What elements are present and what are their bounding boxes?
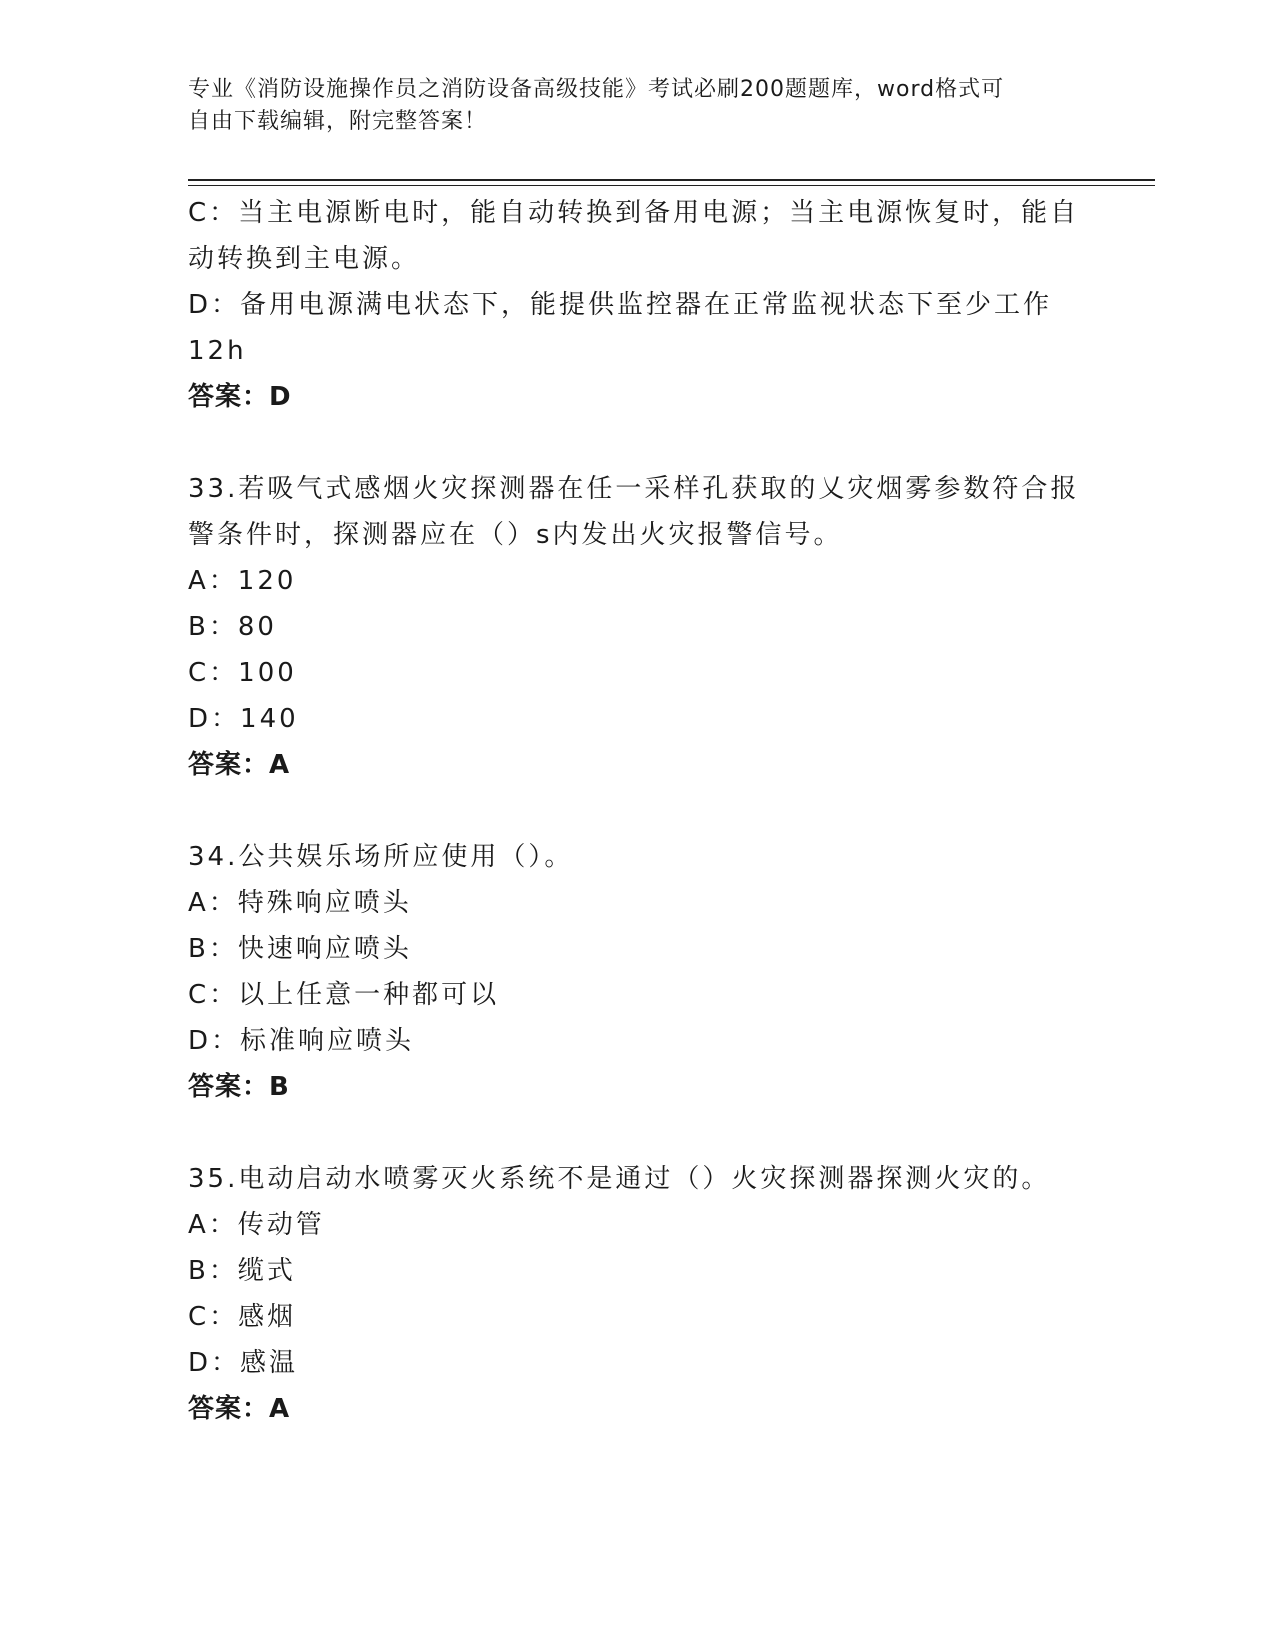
answer-line: 答案：A (188, 1394, 291, 1424)
question-stem-line-1: 35.电动启动水喷雾灭火系统不是通过（）火灾探测器探测火灾的。 (188, 1164, 1051, 1194)
previous-question-tail (188, 190, 1088, 420)
option-d-line-1: D：备用电源满电状态下，能提供监控器在正常监视状态下至少工作 (188, 290, 1053, 320)
option-a: A：120 (188, 566, 297, 596)
option-a: A：传动管 (188, 1210, 325, 1240)
option-d-line-2: 12h (188, 336, 247, 366)
question-body (188, 190, 1088, 1432)
spacer (188, 1110, 1088, 1156)
question-stem-line-1: 34.公共娱乐场所应使用（）。 (188, 842, 574, 872)
option-d: D：标准响应喷头 (188, 1026, 415, 1056)
header-divider-thick (188, 179, 1155, 181)
option-a: A：特殊响应喷头 (188, 888, 412, 918)
option-b: B：缆式 (188, 1256, 296, 1286)
answer-line: 答案：D (188, 382, 292, 412)
option-d: D：140 (188, 704, 299, 734)
question-stem-line-2: 警条件时，探测器应在（）s内发出火灾报警信号。 (188, 520, 843, 550)
option-b: B：80 (188, 612, 277, 642)
option-b: B：快速响应喷头 (188, 934, 412, 964)
answer-line: 答案：A (188, 750, 291, 780)
option-c-line-1: C：当主电源断电时，能自动转换到备用电源；当主电源恢复时，能自 (188, 198, 1080, 228)
option-c: C：以上任意一种都可以 (188, 980, 500, 1010)
spacer (188, 420, 1088, 466)
spacer (188, 788, 1088, 834)
option-c: C：感烟 (188, 1302, 297, 1332)
header-divider-thin (188, 185, 1155, 186)
option-c-line-2: 动转换到主电源。 (188, 244, 421, 274)
question-stem-line-1: 33.若吸气式感烟火灾探测器在任一采样孔获取的乂灾烟雾参数符合报 (188, 474, 1080, 504)
option-d: D：感温 (188, 1348, 299, 1378)
question-33 (188, 466, 1088, 788)
header-line-1: 专业《消防设施操作员之消防设备高级技能》考试必刷200题题库，word格式可 (188, 77, 1005, 102)
document-header (188, 74, 1068, 138)
question-35 (188, 1156, 1088, 1432)
header-line-2: 自由下载编辑，附完整答案！ (188, 109, 488, 134)
option-c: C：100 (188, 658, 297, 688)
answer-line: 答案：B (188, 1072, 290, 1102)
question-34 (188, 834, 1088, 1110)
